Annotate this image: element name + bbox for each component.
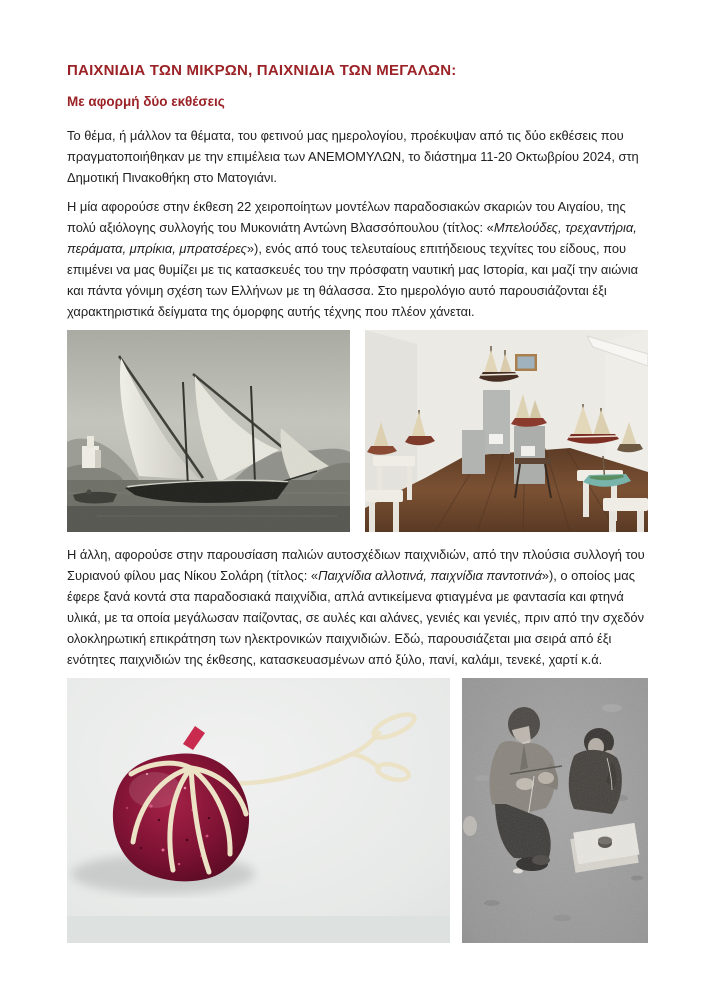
paragraph-boats-text-after: »), ενός από τους τελευταίους επιτήδειους τεχνίτες του είδους, που επιμένει να μας θυμίζει με τις κατασκευές του την πρόσφατη ναυτική μας Ιστορία, και μαζί την αιώνια και πάντα γόνιμη σχέση των Ελλήνων με τη θάλασσα. Στο ημερολόγιο αυτό παρουσιάζονται έξι χαρακτηριστικά δείγματα της όμορφης αυτής τέχνης που πλέον χάνεται. <box>67 240 639 319</box>
photo-children-playing <box>462 678 648 943</box>
children-playing-illustration <box>462 678 648 943</box>
paragraph-boats-text-before: Η μία αφορούσε στην έκθεση 22 χειροποίητων μοντέλων παραδοσιακών σκαριών του Αιγαίου, της πολύ αξιόλογης συλλογής του Μυκονιάτη Αντώνη Βλασσόπουλου (τίτλος: « <box>67 198 626 235</box>
figure-row-top <box>67 330 648 532</box>
paragraph-toys-text-after: »), ο οποίος μας έφερε ξανά κοντά στα παραδοσιακά παιχνίδια, απλά αντικείμενα φτιαγμένα με φαντασία και φτηνά υλικά, με τα οποία μεγάλωσαν παίζοντας, σε αυλές και αλάνες, γενιές και γενιές, πριν από την σχεδόν ολοκληρωτική επικράτηση των ηλεκτρονικών παιχνιδιών. Εδώ, παρουσιάζεται μια σειρά από έξι ενότητες παιχνιδιών της έκθεσης, κατασκευασμένων από ξύλο, πανί, καλάμι, τενεκέ, χαρτί κ.ά. <box>67 567 645 667</box>
photo-ball-toy <box>67 678 450 943</box>
photo-exhibition-room <box>365 330 648 532</box>
exhibition-title-boats: Μπελούδες, τρεχαντήρια, περάματα, μπρίκια, μπρατσέρες <box>67 219 637 256</box>
exhibition-room-illustration <box>365 330 648 532</box>
article-content <box>67 62 648 943</box>
photo-traditional-sailboats <box>67 330 350 532</box>
paragraph-intro: Το θέμα, ή μάλλον τα θέματα, του φετινού μας ημερολογίου, προέκυψαν από τις δύο εκθέσεις που πραγματοποιήθηκαν με την επιμέλεια των ΑΝΕΜΟΜΥΛΩΝ, το διάστημα 11-20 Οκτωβρίου 2024, στη Δημοτική Πινακοθήκη στο Ματογιάνι. <box>67 127 639 185</box>
paragraph-toys-text-before: Η άλλη, αφορούσε στην παρουσίαση παλιών αυτοσχέδιων παιχνιδιών, από την πλούσια συλλογή του Συριανού φίλου μας Νίκου Σολάρη (τίτλος: « <box>67 546 645 583</box>
exhibition-title-toys: Παιχνίδια αλλοτινά, παιχνίδια παντοτινά <box>318 567 542 583</box>
background-shade <box>67 916 450 943</box>
ball-toy-illustration <box>67 678 450 943</box>
figure-row-bottom <box>67 678 648 943</box>
photo-grain <box>67 330 350 532</box>
photo-grain <box>462 678 648 943</box>
article-title: ΠΑΙΧΝΙΔΙΑ ΤΩΝ ΜΙΚΡΩΝ, ΠΑΙΧΝΙΔΙΑ ΤΩΝ ΜΕΓΑΛΩΝ: <box>67 62 457 79</box>
framed-picture <box>515 354 537 371</box>
paragraph-boats-exhibition <box>67 196 648 322</box>
article-subtitle: Με αφορμή δύο εκθέσεις <box>67 94 225 110</box>
sailboats-illustration <box>67 330 350 532</box>
paragraph-toys-exhibition <box>67 544 648 670</box>
